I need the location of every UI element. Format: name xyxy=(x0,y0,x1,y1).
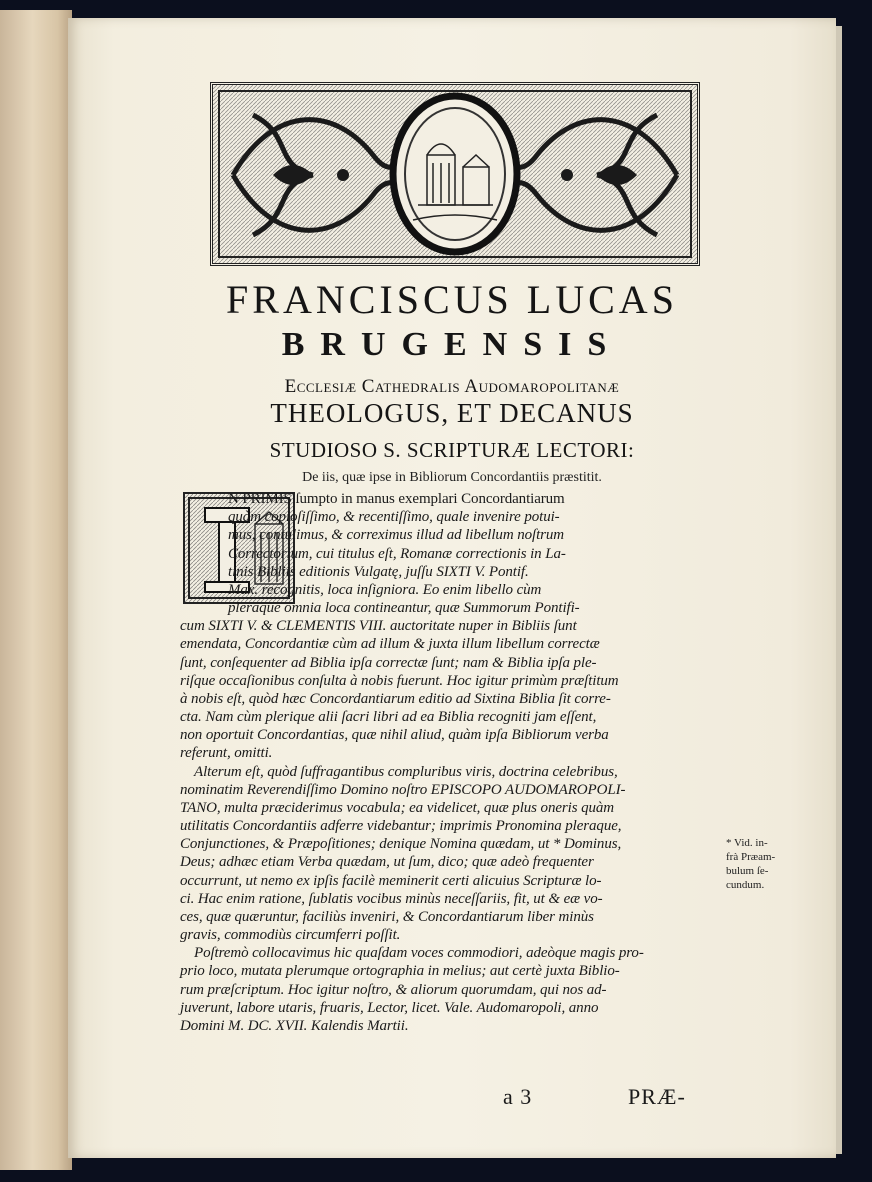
margin-note-line: bulum ſe- xyxy=(726,865,769,878)
body-line: Max. recognitis, loca inſigniora. Eo enim libello cùm xyxy=(228,581,542,598)
margin-note-line: * Vid. in- xyxy=(726,837,768,850)
body-line: N PRIMIS ſumpto in manus exemplari Concordantiarum xyxy=(228,491,565,507)
margin-note-line: frà Præam- xyxy=(726,851,776,864)
body-line: riſque occaſionibus conſulta à nobis fuerunt. Hoc igitur primùm præſtitum xyxy=(180,672,619,689)
headpiece-engraving-icon xyxy=(213,85,697,263)
book-page xyxy=(68,18,836,1158)
catchword: PRÆ- xyxy=(628,1084,686,1109)
body-line: juverunt, labore utaris, fruaris, Lector, licet. Vale. Audomaropoli, anno xyxy=(180,999,599,1016)
body-line: rum præſcriptum. Hoc igitur noſtro, & aliorum quorumdam, qui nos ad- xyxy=(180,981,607,998)
body-line: quàm copioſiſſimo, & recentiſſimo, quale invenire potui- xyxy=(228,509,560,526)
body-line: utilitatis Concordantiis adferre videbantur; imprimis Pronomina pleraque, xyxy=(180,818,622,835)
page-subtitle: BRUGENSIS xyxy=(281,326,623,363)
body-line: TANO, multa præciderimus vocabula; ea videlicet, quæ plus oneris quàm xyxy=(180,799,615,816)
signature-mark: a 3 xyxy=(503,1084,533,1109)
body-line: ſunt, conſequenter ad Biblia ipſa correctæ ſunt; nam & Biblia ipſa ple- xyxy=(180,654,597,671)
body-line: ci. Hac enim ratione, ſublatis vocibus minùs neceſſariis, fit, ut & eæ vo- xyxy=(180,890,603,907)
body-line: prio loco, mutata plerumque ortographia in melius; aut certè juxta Biblio- xyxy=(180,963,620,980)
body-line: Correctorium, cui titulus eſt, Romanæ correctionis in La- xyxy=(228,545,566,562)
office-line: THEOLOGUS, ET DECANUS xyxy=(270,398,634,428)
topic-line: De iis, quæ ipse in Bibliorum Concordantiis præstitit. xyxy=(302,470,602,485)
body-line: cta. Nam cùm plerique alii ſacri libri ad ea Biblia recogniti jam eſſent, xyxy=(180,709,597,726)
body-line: tinis Bibliis editionis Vulgatę, juſſu SIXTI V. Pontif. xyxy=(228,563,529,580)
body-line: pleraque omnia loca contineantur, quæ Summorum Pontifi- xyxy=(228,600,580,617)
body-line: Conjunctiones, & Præpoſitiones; denique Nomina quædam, ut * Dominus, xyxy=(180,836,622,853)
body-line: occurrunt, ut nemo ex ipſis facilè meminerit certi alicuius Scripturæ lo- xyxy=(180,872,602,889)
margin-note-line: cundum. xyxy=(726,879,765,892)
page-title: FRANCISCUS LUCAS xyxy=(226,277,678,322)
body-line: ces, quæ quæruntur, faciliùs inveniri, & Concordantiarum liber minùs xyxy=(180,908,594,925)
body-line: Alterum eſt, quòd ſuffragantibus compluribus viris, doctrina celebribus, xyxy=(194,763,618,780)
body-line: Poſtremò collocavimus hic quaſdam voces commodiori, adeòque magis pro- xyxy=(194,945,644,962)
church-line: Ecclesiæ Cathedralis Audomaropolitanæ xyxy=(284,376,620,397)
body-line: emendata, Concordantiæ cùm ad illum & juxta illum libellum correctæ xyxy=(180,636,600,653)
body-line: Deus; adhæc etiam Verba quædam, ut ſum, dico; quæ adeò frequenter xyxy=(180,854,594,871)
body-line: non oportuit Concordantias, quæ nihil aliud, quàm ipſa Bibliorum verba xyxy=(180,727,609,744)
body-line: Domini M. DC. XVII. Kalendis Martii. xyxy=(180,1018,409,1034)
address-line: STUDIOSO S. SCRIPTURÆ LECTORI: xyxy=(269,438,635,462)
margin-note xyxy=(726,836,775,892)
body-line: gravis, commodiùs circumferri poſſit. xyxy=(180,927,401,944)
body-line: referunt, omitti. xyxy=(180,745,273,762)
body-line: à nobis eſt, quòd hæc Concordantiarum editio ad Sixtina Biblia ſit corre- xyxy=(180,690,611,707)
body-line: cum SIXTI V. & CLEMENTIS VIII. auctoritate nuper in Bibliis ſunt xyxy=(180,618,577,635)
page-edge xyxy=(836,26,842,1154)
ornamental-headpiece xyxy=(210,82,700,266)
book-spine xyxy=(0,10,72,1170)
body-line: nominatim Reverendiſſimo Domino noſtro EPISCOPO AUDOMAROPOLI- xyxy=(180,781,626,798)
body-line: mus, contulimus, & correximus illud ad libellum noſtrum xyxy=(228,527,565,544)
